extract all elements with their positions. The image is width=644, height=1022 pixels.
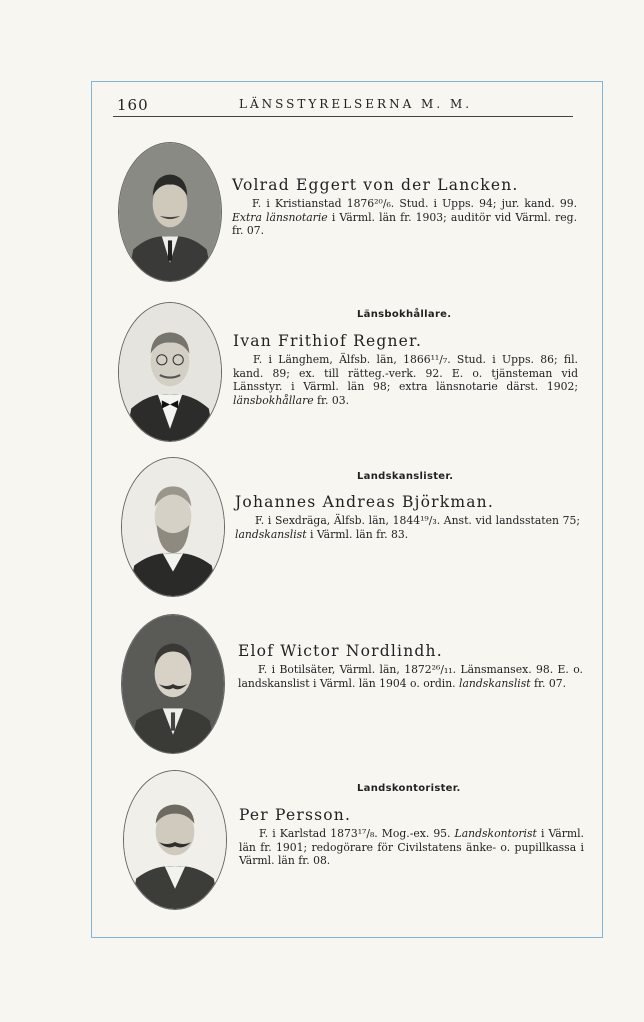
- person-entry: [233, 332, 578, 407]
- person-entry: [232, 176, 577, 238]
- person-name: Johannes Andreas Björkman.: [235, 493, 494, 511]
- person-entry: [235, 493, 580, 541]
- person-bio: F. i Botilsäter, Värml. län, 1872²⁶/₁₁. Länsmansex. 98. E. o. landskanslist i Värml. län 1904 o. ordin. landskanslist fr. 07.: [238, 663, 583, 690]
- section-heading: Länsbokhållare.: [357, 309, 452, 320]
- portrait-photo: [121, 614, 225, 754]
- person-bio: F. i Länghem, Älfsb. län, 1866¹¹/₇. Stud. i Upps. 86; fil. kand. 89; ex. till rätteg.-verk. 92. E. o. tjänsteman vid Länsstyr. i Värml. län 98; extra länsnotarie därst. 1902; länsbokhållare fr. 03.: [233, 353, 578, 407]
- person-name: Per Persson.: [239, 806, 352, 824]
- person-name: Ivan Frithiof Regner.: [233, 332, 423, 350]
- portrait-photo: [118, 302, 222, 442]
- person-name: Elof Wictor Nordlindh.: [238, 642, 443, 660]
- portrait-photo: [118, 142, 222, 282]
- person-bio: F. i Sexdräga, Älfsb. län, 1844¹⁹/₃. Anst. vid landsstaten 75; landskanslist i Värml. län fr. 83.: [235, 514, 580, 541]
- portrait-photo: [123, 770, 227, 910]
- section-heading: Landskontorister.: [357, 783, 461, 794]
- person-entry: [238, 642, 583, 690]
- running-title: LÄNSSTYRELSERNA M. M.: [239, 97, 473, 111]
- person-entry: [239, 806, 584, 868]
- person-bio: F. i Karlstad 1873¹⁷/₈. Mog.-ex. 95. Landskontorist i Värml. län fr. 1901; redogörare för Civilstatens änke- o. pupillkassa i Värml. län fr. 08.: [239, 827, 584, 867]
- header-rule: [113, 116, 573, 117]
- person-bio: F. i Kristianstad 1876²⁰/₆. Stud. i Upps. 94; jur. kand. 99. Extra länsnotarie i Värml. län fr. 1903; auditör vid Värml. reg. fr. 07.: [232, 197, 577, 237]
- person-name: Volrad Eggert von der Lancken.: [232, 176, 519, 194]
- portrait-photo: [121, 457, 225, 597]
- page-header: [113, 96, 573, 116]
- section-heading: Landskanslister.: [357, 471, 454, 482]
- page-number: 160: [117, 96, 149, 114]
